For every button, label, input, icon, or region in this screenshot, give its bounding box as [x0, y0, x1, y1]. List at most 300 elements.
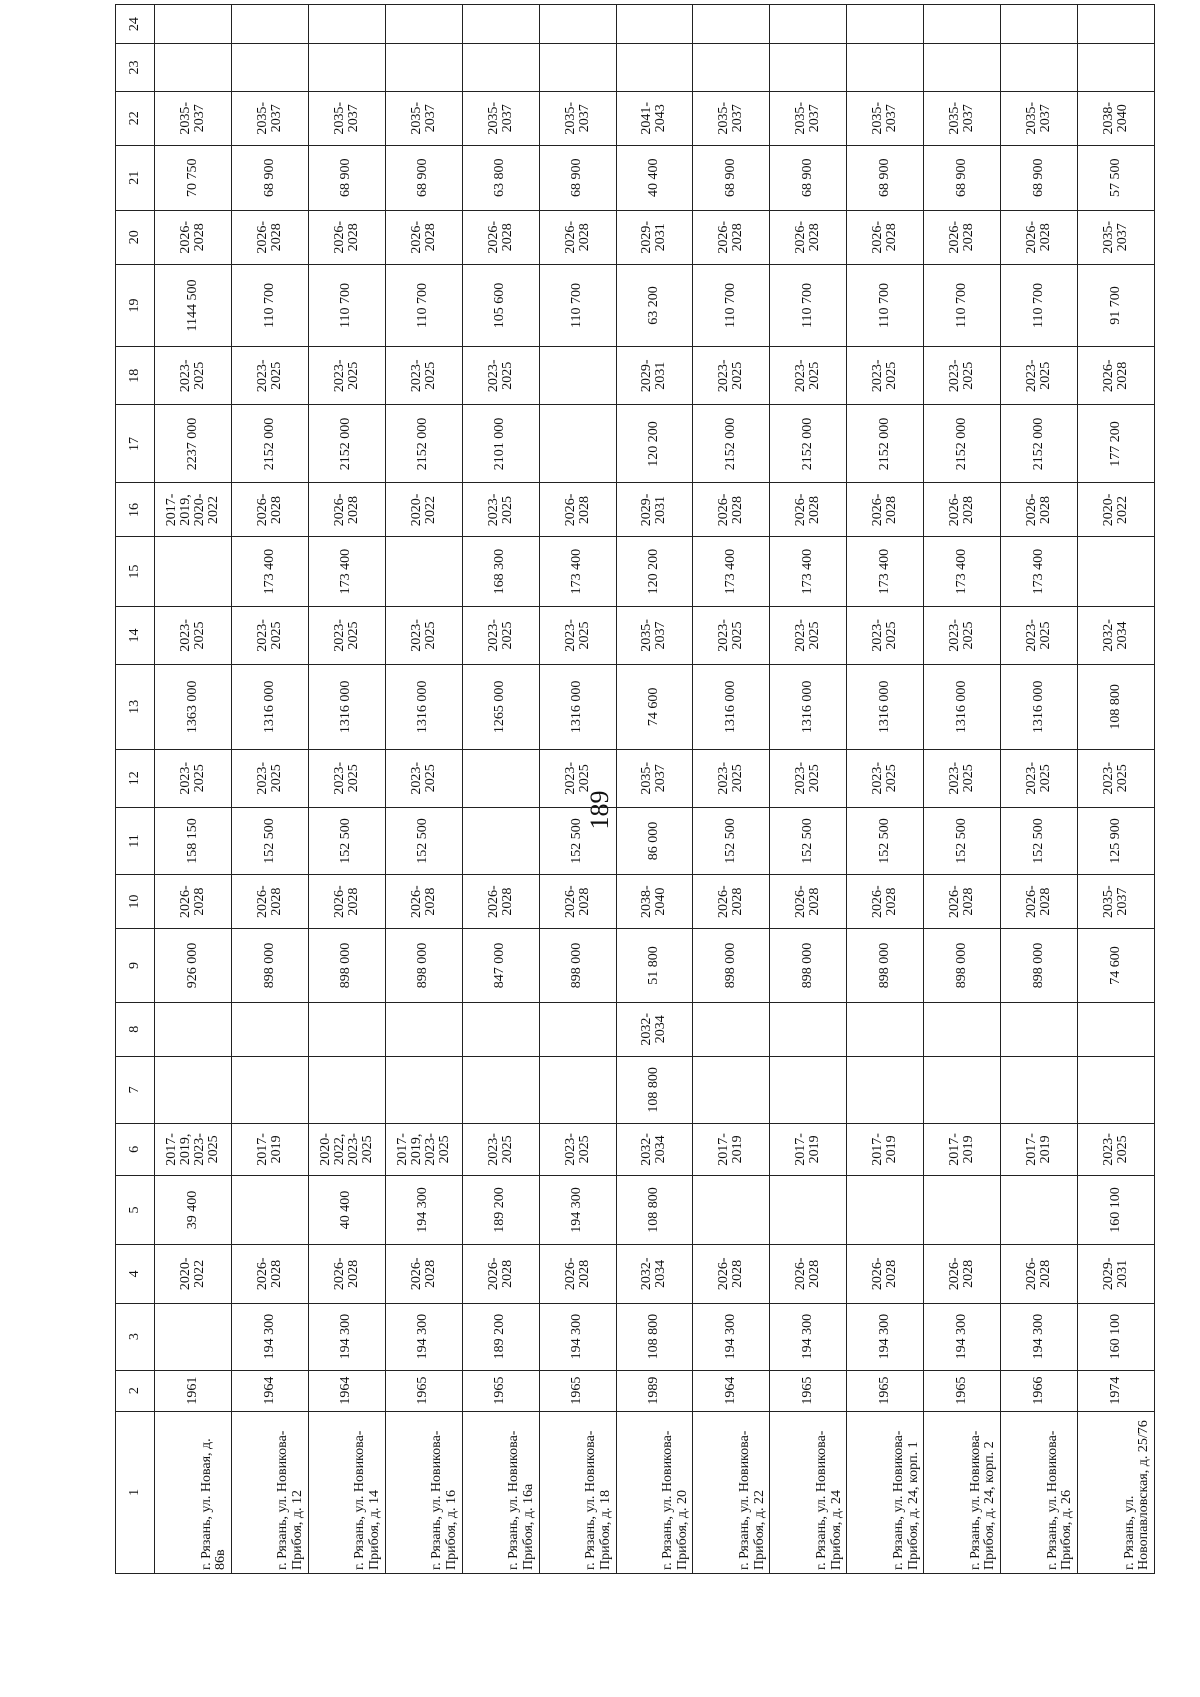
table-cell — [385, 1056, 462, 1123]
table-cell: 110 700 — [770, 264, 847, 346]
table-cell — [154, 5, 231, 44]
table-cell: 51 800 — [616, 929, 693, 1003]
table-cell: 63 800 — [462, 145, 539, 210]
address-cell: г. Рязань, ул. Новикова-Прибоя, д. 20 — [616, 1411, 693, 1573]
table-cell: 194 300 — [924, 1303, 1001, 1370]
table-cell: 2026-2028 — [924, 210, 1001, 264]
column-number: 7 — [116, 1056, 155, 1123]
table-cell: 2023-2025 — [308, 606, 385, 664]
table-cell: 2026-2028 — [231, 875, 308, 929]
table-cell: 1965 — [924, 1370, 1001, 1411]
table-cell — [1001, 1002, 1078, 1056]
table-cell — [154, 537, 231, 606]
table-cell — [308, 5, 385, 44]
table-cell: 1316 000 — [770, 665, 847, 749]
table-cell: 125 900 — [1078, 807, 1155, 874]
table-cell: 898 000 — [847, 929, 924, 1003]
table-cell: 70 750 — [154, 145, 231, 210]
table-cell: 2023-2025 — [462, 483, 539, 537]
table-cell: 2035-2037 — [770, 91, 847, 145]
address-cell: г. Рязань, ул. Новикова-Прибоя, д. 14 — [308, 1411, 385, 1573]
table-cell: 108 800 — [616, 1175, 693, 1244]
address-cell: г. Рязань, ул. Новикова-Прибоя, д. 24, корп. 2 — [924, 1411, 1001, 1573]
table-cell — [385, 44, 462, 92]
table-cell: 2023-2025 — [770, 606, 847, 664]
table-cell: 2026-2028 — [231, 210, 308, 264]
table-cell: 2017-2019, 2023-2025 — [385, 1123, 462, 1175]
table-cell — [1001, 1056, 1078, 1123]
table-cell: 168 300 — [462, 537, 539, 606]
table-cell: 898 000 — [539, 929, 616, 1003]
table-cell: 1964 — [231, 1370, 308, 1411]
column-number: 22 — [116, 91, 155, 145]
column-number-row — [116, 5, 155, 1574]
table-cell: 2023-2025 — [1001, 606, 1078, 664]
table-cell — [462, 1002, 539, 1056]
table-cell — [847, 5, 924, 44]
column-number: 8 — [116, 1002, 155, 1056]
table-cell: 2023-2025 — [462, 347, 539, 405]
table-cell: 2017-2019 — [924, 1123, 1001, 1175]
table-cell: 68 900 — [924, 145, 1001, 210]
column-number: 11 — [116, 807, 155, 874]
table-cell: 1965 — [770, 1370, 847, 1411]
table-cell: 2017-2019 — [231, 1123, 308, 1175]
table-cell: 1144 500 — [154, 264, 231, 346]
table-cell: 2026-2028 — [847, 875, 924, 929]
table-cell — [385, 537, 462, 606]
table-cell: 2020-2022 — [154, 1245, 231, 1303]
table-cell: 2035-2037 — [616, 606, 693, 664]
table-cell: 173 400 — [770, 537, 847, 606]
address-cell: г. Рязань, ул. Новикова-Прибоя, д. 16 — [385, 1411, 462, 1573]
table-cell: 86 000 — [616, 807, 693, 874]
table-cell — [616, 44, 693, 92]
table-row — [847, 5, 924, 1574]
table-cell: 2038-2040 — [616, 875, 693, 929]
column-number: 18 — [116, 347, 155, 405]
table-cell: 68 900 — [1001, 145, 1078, 210]
table-cell: 2035-2037 — [1078, 875, 1155, 929]
table-cell: 898 000 — [308, 929, 385, 1003]
table-row — [770, 5, 847, 1574]
table-cell: 2023-2025 — [924, 606, 1001, 664]
table-cell: 2023-2025 — [770, 749, 847, 807]
table-cell: 105 600 — [462, 264, 539, 346]
table-cell: 194 300 — [385, 1303, 462, 1370]
table-cell: 110 700 — [847, 264, 924, 346]
table-cell: 152 500 — [924, 807, 1001, 874]
column-number: 23 — [116, 44, 155, 92]
column-number: 21 — [116, 145, 155, 210]
address-cell: г. Рязань, ул. Новикова-Прибоя, д. 18 — [539, 1411, 616, 1573]
table-cell: 2026-2028 — [847, 1245, 924, 1303]
table-cell — [770, 1002, 847, 1056]
table-cell: 2026-2028 — [308, 210, 385, 264]
table-cell: 108 800 — [616, 1056, 693, 1123]
table-cell — [847, 1056, 924, 1123]
table-cell: 120 200 — [616, 537, 693, 606]
table-cell — [462, 749, 539, 807]
table-cell: 152 500 — [231, 807, 308, 874]
table-cell: 194 300 — [539, 1175, 616, 1244]
column-number: 17 — [116, 405, 155, 483]
table-cell: 2026-2028 — [385, 210, 462, 264]
table-cell — [462, 1056, 539, 1123]
table-cell — [770, 5, 847, 44]
table-cell: 189 200 — [462, 1303, 539, 1370]
table-cell: 1989 — [616, 1370, 693, 1411]
table-cell: 91 700 — [1078, 264, 1155, 346]
column-number: 14 — [116, 606, 155, 664]
address-cell: г. Рязань, ул. Новая, д. 86в — [154, 1411, 231, 1573]
table-cell: 2152 000 — [770, 405, 847, 483]
table-cell: 2023-2025 — [539, 749, 616, 807]
column-number: 6 — [116, 1123, 155, 1175]
column-number: 1 — [116, 1411, 155, 1573]
table-cell — [1078, 5, 1155, 44]
table-cell: 2026-2028 — [770, 483, 847, 537]
table-cell: 2029-2031 — [1078, 1245, 1155, 1303]
table-cell: 2035-2037 — [1001, 91, 1078, 145]
column-number: 16 — [116, 483, 155, 537]
table-cell: 2023-2025 — [385, 749, 462, 807]
table-cell: 2026-2028 — [693, 483, 770, 537]
table-cell: 898 000 — [231, 929, 308, 1003]
table-cell: 2029-2031 — [616, 347, 693, 405]
table-cell: 2023-2025 — [847, 749, 924, 807]
table-cell: 2026-2028 — [693, 1245, 770, 1303]
table-cell: 68 900 — [385, 145, 462, 210]
column-number: 3 — [116, 1303, 155, 1370]
table-cell: 173 400 — [693, 537, 770, 606]
table-cell: 2026-2028 — [1078, 347, 1155, 405]
column-number: 13 — [116, 665, 155, 749]
table-cell: 1966 — [1001, 1370, 1078, 1411]
table-cell — [539, 347, 616, 405]
table-cell: 2026-2028 — [462, 1245, 539, 1303]
table-cell: 2026-2028 — [924, 1245, 1001, 1303]
table-cell: 68 900 — [770, 145, 847, 210]
table-cell: 2023-2025 — [154, 606, 231, 664]
table-cell: 2026-2028 — [693, 875, 770, 929]
table-cell: 2026-2028 — [770, 1245, 847, 1303]
table-cell: 2035-2037 — [1078, 210, 1155, 264]
table-cell — [924, 1056, 1001, 1123]
table-cell: 2023-2025 — [1001, 347, 1078, 405]
table-cell: 2026-2028 — [154, 210, 231, 264]
table-cell: 2026-2028 — [308, 1245, 385, 1303]
table-cell: 2023-2025 — [924, 347, 1001, 405]
table-cell — [385, 5, 462, 44]
column-number: 5 — [116, 1175, 155, 1244]
table-cell: 2026-2028 — [385, 1245, 462, 1303]
page-number: 189 — [585, 790, 614, 830]
table-cell: 2152 000 — [231, 405, 308, 483]
table-cell — [924, 5, 1001, 44]
table-cell: 173 400 — [847, 537, 924, 606]
table-cell: 1316 000 — [385, 665, 462, 749]
table-cell: 2026-2028 — [539, 875, 616, 929]
column-number: 9 — [116, 929, 155, 1003]
table-cell: 68 900 — [693, 145, 770, 210]
table-cell: 2023-2025 — [539, 1123, 616, 1175]
table-cell: 2023-2025 — [693, 606, 770, 664]
table-cell: 2023-2025 — [308, 749, 385, 807]
table-cell: 2026-2028 — [308, 483, 385, 537]
table-cell: 2152 000 — [1001, 405, 1078, 483]
table-cell: 2023-2025 — [539, 606, 616, 664]
table-cell: 1965 — [462, 1370, 539, 1411]
column-number: 10 — [116, 875, 155, 929]
address-cell: г. Рязань, ул. Новикова-Прибоя, д. 24, корп. 1 — [847, 1411, 924, 1573]
table-cell: 898 000 — [693, 929, 770, 1003]
table-cell: 152 500 — [1001, 807, 1078, 874]
table-cell: 110 700 — [308, 264, 385, 346]
table-row — [1078, 5, 1155, 1574]
rotated-table-sheet — [115, 4, 1155, 1574]
table-cell: 2026-2028 — [924, 875, 1001, 929]
table-cell: 110 700 — [231, 264, 308, 346]
table-cell: 68 900 — [847, 145, 924, 210]
table-cell: 68 900 — [308, 145, 385, 210]
table-cell: 2152 000 — [385, 405, 462, 483]
table-cell: 2152 000 — [847, 405, 924, 483]
address-cell: г. Рязань, ул. Новикова-Прибоя, д. 26 — [1001, 1411, 1078, 1573]
table-row — [539, 5, 616, 1574]
table-cell: 160 100 — [1078, 1303, 1155, 1370]
table-cell — [847, 1175, 924, 1244]
table-cell: 110 700 — [539, 264, 616, 346]
table-cell: 1964 — [693, 1370, 770, 1411]
table-cell: 898 000 — [385, 929, 462, 1003]
table-cell: 2023-2025 — [1078, 749, 1155, 807]
table-cell — [462, 5, 539, 44]
table-cell: 173 400 — [1001, 537, 1078, 606]
table-cell — [231, 1002, 308, 1056]
table-cell: 2026-2028 — [770, 875, 847, 929]
table-cell: 2152 000 — [308, 405, 385, 483]
table-cell: 1961 — [154, 1370, 231, 1411]
table-cell: 2023-2025 — [385, 606, 462, 664]
table-cell — [693, 1056, 770, 1123]
table-cell: 2026-2028 — [231, 1245, 308, 1303]
table-cell: 847 000 — [462, 929, 539, 1003]
table-cell: 40 400 — [308, 1175, 385, 1244]
table-cell — [693, 1002, 770, 1056]
table-cell — [231, 1175, 308, 1244]
table-cell: 926 000 — [154, 929, 231, 1003]
table-cell: 898 000 — [770, 929, 847, 1003]
table-cell: 2017-2019 — [693, 1123, 770, 1175]
table-cell: 173 400 — [539, 537, 616, 606]
address-cell: г. Рязань, ул. Новикова-Прибоя, д. 12 — [231, 1411, 308, 1573]
table-cell: 160 100 — [1078, 1175, 1155, 1244]
table-cell: 2023-2025 — [462, 606, 539, 664]
address-cell: г. Рязань, ул. Новикова-Прибоя, д. 24 — [770, 1411, 847, 1573]
column-number: 24 — [116, 5, 155, 44]
table-cell: 152 500 — [539, 807, 616, 874]
table-cell: 2026-2028 — [1001, 210, 1078, 264]
table-cell: 2026-2028 — [770, 210, 847, 264]
table-cell — [154, 1056, 231, 1123]
table-cell: 2023-2025 — [231, 749, 308, 807]
table-cell: 898 000 — [1001, 929, 1078, 1003]
table-cell: 2023-2025 — [847, 347, 924, 405]
column-number: 4 — [116, 1245, 155, 1303]
table-row — [385, 5, 462, 1574]
table-cell — [1078, 1002, 1155, 1056]
table-cell: 2026-2028 — [539, 210, 616, 264]
table-cell — [539, 5, 616, 44]
table-cell: 152 500 — [847, 807, 924, 874]
table-cell: 2026-2028 — [1001, 1245, 1078, 1303]
table-cell: 1316 000 — [539, 665, 616, 749]
table-cell: 2026-2028 — [847, 210, 924, 264]
table-cell: 194 300 — [847, 1303, 924, 1370]
table-cell: 1965 — [539, 1370, 616, 1411]
table-cell: 2035-2037 — [847, 91, 924, 145]
table-cell: 2023-2025 — [308, 347, 385, 405]
table-cell — [462, 807, 539, 874]
table-cell: 1316 000 — [308, 665, 385, 749]
table-cell — [231, 44, 308, 92]
table-cell: 194 300 — [693, 1303, 770, 1370]
table-cell — [539, 405, 616, 483]
table-cell: 110 700 — [385, 264, 462, 346]
table-cell: 2023-2025 — [154, 347, 231, 405]
table-cell: 173 400 — [924, 537, 1001, 606]
table-cell: 2035-2037 — [154, 91, 231, 145]
table-cell: 2035-2037 — [231, 91, 308, 145]
table-cell: 68 900 — [539, 145, 616, 210]
table-cell: 152 500 — [385, 807, 462, 874]
table-cell — [924, 1175, 1001, 1244]
table-cell: 2026-2028 — [539, 483, 616, 537]
address-cell: г. Рязань, ул. Новикова-Прибоя, д. 16а — [462, 1411, 539, 1573]
table-cell: 2035-2037 — [924, 91, 1001, 145]
table-cell: 2023-2025 — [231, 606, 308, 664]
table-cell: 1363 000 — [154, 665, 231, 749]
table-cell: 2026-2028 — [1001, 875, 1078, 929]
table-cell — [308, 1056, 385, 1123]
table-cell: 2023-2025 — [1001, 749, 1078, 807]
table-cell: 2023-2025 — [847, 606, 924, 664]
table-cell — [154, 44, 231, 92]
table-cell: 2029-2031 — [616, 483, 693, 537]
table-cell: 120 200 — [616, 405, 693, 483]
table-cell: 110 700 — [1001, 264, 1078, 346]
table-cell: 152 500 — [693, 807, 770, 874]
table-cell: 2035-2037 — [308, 91, 385, 145]
table-cell: 2026-2028 — [462, 210, 539, 264]
table-cell: 2035-2037 — [462, 91, 539, 145]
table-cell — [1078, 537, 1155, 606]
table-cell: 2035-2037 — [385, 91, 462, 145]
table-cell — [924, 44, 1001, 92]
table-cell: 152 500 — [770, 807, 847, 874]
table-cell — [539, 44, 616, 92]
table-cell: 2017-2019, 2023-2025 — [154, 1123, 231, 1175]
table-cell: 194 300 — [385, 1175, 462, 1244]
table-cell: 194 300 — [770, 1303, 847, 1370]
table-cell: 2026-2028 — [154, 875, 231, 929]
table-cell: 194 300 — [1001, 1303, 1078, 1370]
table-cell: 2032-2034 — [616, 1245, 693, 1303]
table-cell: 194 300 — [308, 1303, 385, 1370]
address-cell: г. Рязань, ул. Новопавловская, д. 25/76 — [1078, 1411, 1155, 1573]
table-cell: 194 300 — [539, 1303, 616, 1370]
table-cell: 110 700 — [924, 264, 1001, 346]
table-cell: 2032-2034 — [616, 1002, 693, 1056]
table-cell: 2026-2028 — [539, 1245, 616, 1303]
table-cell — [462, 44, 539, 92]
table-cell: 108 800 — [616, 1303, 693, 1370]
table-cell: 177 200 — [1078, 405, 1155, 483]
table-cell: 2026-2028 — [847, 483, 924, 537]
table-cell — [1078, 44, 1155, 92]
table-cell: 63 200 — [616, 264, 693, 346]
address-cell: г. Рязань, ул. Новикова-Прибоя, д. 22 — [693, 1411, 770, 1573]
table-cell: 2023-2025 — [924, 749, 1001, 807]
table-row — [616, 5, 693, 1574]
column-number: 19 — [116, 264, 155, 346]
table-cell: 2023-2025 — [770, 347, 847, 405]
table-cell: 1316 000 — [924, 665, 1001, 749]
table-cell: 2026-2028 — [308, 875, 385, 929]
table-cell: 2029-2031 — [616, 210, 693, 264]
table-cell: 2101 000 — [462, 405, 539, 483]
column-number: 20 — [116, 210, 155, 264]
table-cell: 110 700 — [693, 264, 770, 346]
table-cell: 2020-2022 — [1078, 483, 1155, 537]
table-row — [154, 5, 231, 1574]
table-cell: 2152 000 — [924, 405, 1001, 483]
table-cell: 2026-2028 — [1001, 483, 1078, 537]
table-cell: 2038-2040 — [1078, 91, 1155, 145]
table-cell: 194 300 — [231, 1303, 308, 1370]
table-cell: 152 500 — [308, 807, 385, 874]
table-cell — [693, 44, 770, 92]
table-cell: 2017-2019 — [1001, 1123, 1078, 1175]
table-cell: 74 600 — [616, 665, 693, 749]
table-cell: 2041-2043 — [616, 91, 693, 145]
table-cell — [539, 1002, 616, 1056]
table-cell: 68 900 — [231, 145, 308, 210]
table-cell — [1078, 1056, 1155, 1123]
table-cell: 2152 000 — [693, 405, 770, 483]
table-cell: 74 600 — [1078, 929, 1155, 1003]
table-cell: 898 000 — [924, 929, 1001, 1003]
table-row — [1001, 5, 1078, 1574]
table-cell: 1974 — [1078, 1370, 1155, 1411]
table-cell: 57 500 — [1078, 145, 1155, 210]
table-cell — [1001, 1175, 1078, 1244]
table-cell: 173 400 — [231, 537, 308, 606]
table-cell: 2026-2028 — [462, 875, 539, 929]
table-cell: 2032-2034 — [616, 1123, 693, 1175]
table-cell — [616, 5, 693, 44]
table-cell — [1001, 44, 1078, 92]
table-cell — [308, 44, 385, 92]
table-cell: 1316 000 — [693, 665, 770, 749]
table-cell: 2023-2025 — [693, 347, 770, 405]
table-cell: 2035-2037 — [693, 91, 770, 145]
table-cell — [847, 1002, 924, 1056]
table-cell: 2026-2028 — [693, 210, 770, 264]
table-cell — [1001, 5, 1078, 44]
table-cell — [231, 1056, 308, 1123]
